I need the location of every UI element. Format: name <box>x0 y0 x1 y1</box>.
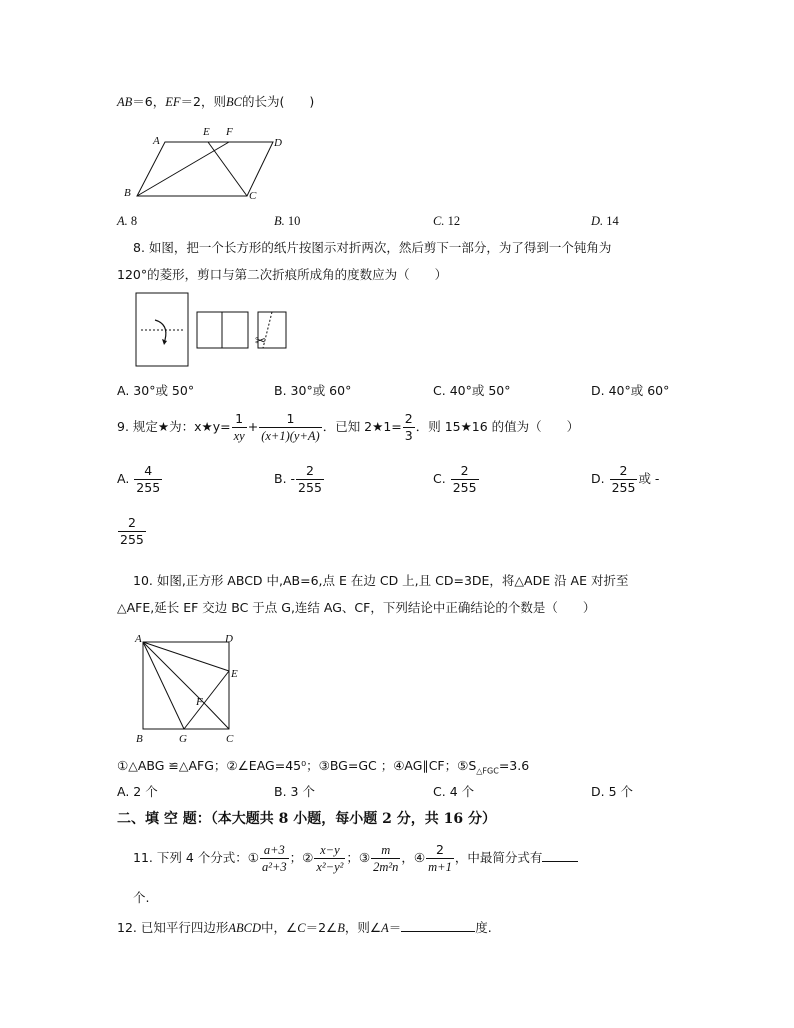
q10-conclusions: ①△ABG ≌△AFG；②∠EAG=45⁰；③BG=GC ；④AG∥CF；$⑤S_{\triangle FGC}=3.6$ <box>117 758 530 776</box>
q7-label-d: D <box>274 137 282 149</box>
q7-parallelogram-figure <box>117 120 292 204</box>
q10-line-2: △AFE,延长 EF 交边 BC 于点 G,连结 AG、CF，下列结论中正确结论的个数是（ ） <box>117 600 596 615</box>
q8-option-b: B. 30°或 60° <box>274 383 352 398</box>
q9-option-a: A. $\frac{4}{255}$ <box>117 463 161 495</box>
q11-answer-blank <box>542 861 578 862</box>
q7-label-c: C <box>249 190 257 202</box>
q10-option-c: C. 4 个 <box>433 784 475 799</box>
q7-label-e: E <box>203 126 210 138</box>
q10-option-a: A. 2 个 <box>117 784 158 799</box>
q10-option-d: D. 5 个 <box>591 784 634 799</box>
q10-label-a: A <box>135 633 142 645</box>
q10-label-g: G <box>179 733 187 745</box>
q8-folding-figure <box>135 292 295 368</box>
q9-option-d-continued: $\frac{2}{255}$ <box>120 515 144 547</box>
q10-option-b: B. 3 个 <box>274 784 315 799</box>
q8-option-d: D. 40°或 60° <box>591 383 670 398</box>
q9-option-c: C. $\frac{2}{255}$ <box>433 463 477 495</box>
q11-stem: 11. 下列 4 个分式：① $\frac{a+3}{\text{a²+3}}$ ；② $\frac{x-y}{\text{x²−y²}}$ ；③ $\frac{m}{\text{2m²n}}$ ，④ $\frac{2}{m+1}$ ，中最简分式有 <box>133 842 578 875</box>
q7-option-c: C. 12 <box>433 214 461 228</box>
q9-option-b: B. - $\frac{2}{255}$ <box>274 463 322 495</box>
q11-line-2: 个. <box>133 890 150 905</box>
q7-stem: AB＝6，EF＝2，则BC的长为( ) <box>117 94 315 109</box>
q10-label-f: F <box>196 696 203 708</box>
q8-option-a: A. 30°或 50° <box>117 383 195 398</box>
q10-line-1: 10. 如图,正方形 ABCD 中,AB=6,点 E 在边 CD 上,且 CD=3DE，将△ADE 沿 AE 对折至 <box>133 573 629 588</box>
q7-label-f: F <box>226 126 233 138</box>
q7-label-b: B <box>124 187 131 199</box>
q8-line-1: 8. 如图，把一个长方形的纸片按图示对折两次，然后剪下一部分，为了得到一个钝角为 <box>133 240 612 255</box>
q10-label-b: B <box>136 733 143 745</box>
q10-label-e: E <box>231 668 238 680</box>
q10-square-figure <box>130 630 245 748</box>
q12-stem: 12. 已知平行四边形ABCD中，∠C＝2∠B，则∠A＝ 度. <box>117 920 492 935</box>
q7-option-a: A. 8 <box>117 214 138 228</box>
q8-option-c: C. 40°或 50° <box>433 383 511 398</box>
q9-option-d: D. $\frac{2}{255}$ 或 - <box>591 463 660 495</box>
q10-label-c: C <box>226 733 234 745</box>
q9-stem: 9. 规定★为：x★y= $\frac{1}{xy}$ + $\frac{1}{(x+1)(y+A)}$ ．已知 2★1= $\frac{2}{3}$ ．则 15★16 的值为（ ） <box>117 411 580 443</box>
section-2-title: 二、填 空 题：（本大题共 8 小题，每小题 2 分，共 16 分） <box>117 811 496 827</box>
q7-label-a: A <box>153 135 160 147</box>
q8-line-2: 120°的菱形，剪口与第二次折痕所成角的度数应为（ ） <box>117 267 448 282</box>
q8-scissors-icon: ✂ <box>255 333 266 348</box>
q10-label-d: D <box>225 633 233 645</box>
q7-option-d: D. 14 <box>591 214 619 228</box>
q7-option-b: B. 10 <box>274 214 301 228</box>
q12-answer-blank <box>401 931 475 932</box>
